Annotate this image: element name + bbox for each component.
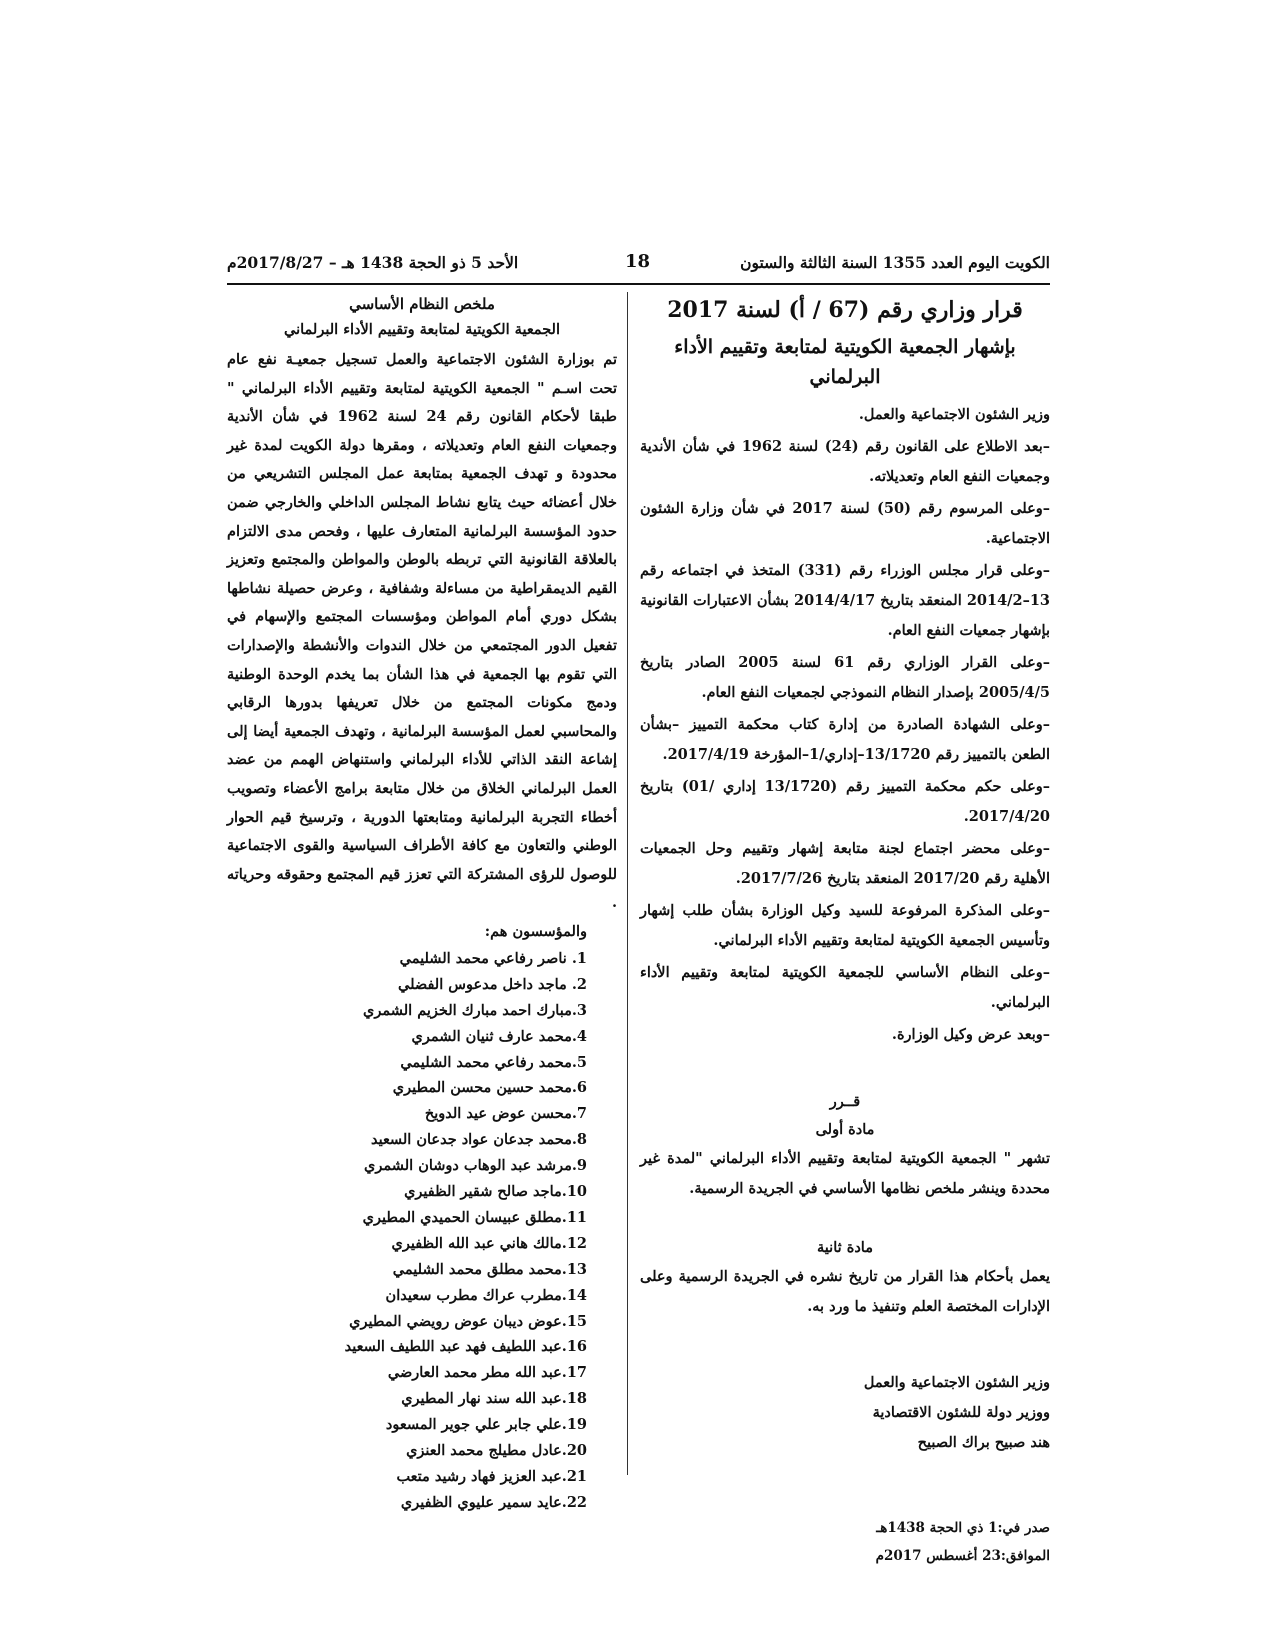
founder-item: 8.محمد جدعان عواد جدعان السعيد bbox=[370, 1131, 587, 1149]
founder-item: 7.محسن عوض عيد الدويخ bbox=[424, 1105, 587, 1123]
summary-body: تم بوزارة الشئون الاجتماعية والعمل تسجيل جمعيـة نفع عام تحت اسـم " الجمعية الكويتية لمتابعة وتقييم الأداء البرلماني " طبقا لأحكام القانون رقم 24 لسنة 1962 في شأن الأندية وجمعيات النفع العام وتعديلاته ، ومقرها دولة الكويت لمدة غير محدودة و تهدف الجمعية بمتابعة عمل المجلس التشريعي من خلال أعضائه حيث يتابع نشاط المجلس الداخلي والخارجي ضمن حدود المؤسسة البرلمانية المتعارف عليها ، وفحص مدى الالتزام بالعلاقة القانونية التي تربطه بالوطن والمواطن والمجتمع وتعزيز القيم الديمقراطية من مساءلة وشفافية ، وعرض حصيلة نشاطها بشكل دوري أمام المواطن ومؤسسات المجتمع والإسهام في تفعيل الدور المجتمعي من خلال الندوات والأنشطة والإصدارات التي تقوم بها الجمعية في هذا الشأن بما يخدم الوحدة الوطنية ودمج مكونات المجتمع من خلال تعريفها بدورها الرقابي والمحاسبي لعمل المؤسسة البرلمانية ، وتهدف الجمعية أيضا إلى إشاعة النقد الذاتي للأداء البرلماني واستنهاض الهمم من عضد العمل البرلماني الخلاق من خلال متابعة برامج الأعضاء وتصويب أخطاء التجربة البرلمانية ومتابعتها الدورية ، وترسيخ قيم الحوار الوطني والتعاون مع كافة الأطراف السياسية والقوى الاجتماعية للوصول للرؤى المشتركة التي تعزز قيم المجتمع وحقوقه وحرياته . bbox=[227, 351, 617, 912]
founder-item: 3.مبارك احمد مبارك الخزيم الشمري bbox=[363, 1001, 587, 1019]
recital: –وعلى قرار مجلس الوزراء رقم (331) المتخذ في اجتماعه رقم 13–2014/2 المنعقد بتاريخ 2014/4/17 بشأن الاعتبارات القانونية بإشهار جمعيات النفع العام. bbox=[640, 562, 1050, 639]
recital: –وبعد عرض وكيل الوزارة. bbox=[891, 1026, 1050, 1043]
column-divider bbox=[627, 292, 628, 1475]
founder-item: 16.عبد اللطيف فهد عبد اللطيف السعيد bbox=[344, 1338, 587, 1356]
issue-date-block bbox=[640, 1514, 1050, 1570]
founder-item: 9.مرشد عبد الوهاب دوشان الشمري bbox=[364, 1157, 587, 1175]
founder-item: 11.مطلق عبيسان الحميدي المطيري bbox=[362, 1208, 587, 1226]
founder-item: 13.محمد مطلق محمد الشليمي bbox=[392, 1260, 587, 1278]
founder-item: 21.عبد العزيز فهاد رشيد متعب bbox=[396, 1468, 587, 1485]
founder-item: 15.عوض ديبان عوض رويضي المطيري bbox=[349, 1312, 587, 1330]
recital: –وعلى النظام الأساسي للجمعية الكويتية لمتابعة وتقييم الأداء البرلماني. bbox=[640, 964, 1050, 1011]
decided-heading: قــرر bbox=[829, 1093, 861, 1110]
minister-line: وزير الشئون الاجتماعية والعمل. bbox=[858, 406, 1050, 423]
recital: –بعد الاطلاع على القانون رقم (24) لسنة 1962 في شأن الأندية وجمعيات النفع العام وتعديلاته. bbox=[640, 438, 1050, 485]
issued-on: صدر في:1 ذي الحجة 1438هـ bbox=[876, 1520, 1050, 1536]
recital: –وعلى المذكرة المرفوعة للسيد وكيل الوزارة بشأن طلب إشهار وتأسيس الجمعية الكويتية لمتابعة وتقييم الأداء البرلماني. bbox=[640, 902, 1050, 949]
article-1-text: تشهر " الجمعية الكويتية لمتابعة وتقييم الأداء البرلماني "لمدة غير محددة وينشر ملخص نظامها الأساسي في الجريدة الرسمية. bbox=[640, 1150, 1050, 1197]
founder-item: 5.محمد رفاعي محمد الشليمي bbox=[400, 1053, 587, 1071]
founders-list bbox=[227, 946, 617, 1516]
founder-item: 17.عبد الله مطر محمد العارضي bbox=[387, 1364, 587, 1382]
founder-item: 2. ماجد داخل مدعوس الفضلي bbox=[398, 975, 587, 993]
founder-item: 10.ماجد صالح شقير الظفيري bbox=[404, 1183, 587, 1201]
summary-subheading: الجمعية الكويتية لمتابعة وتقييم الأداء البرلماني bbox=[283, 321, 561, 338]
founder-item: 1. ناصر رفاعي محمد الشليمي bbox=[399, 949, 587, 967]
decree-column bbox=[640, 292, 1050, 1570]
recital: –وعلى القرار الوزاري رقم 61 لسنة 2005 الصادر بتاريخ 2005/4/5 بإصدار النظام النموذجي لجمعيات النفع العام. bbox=[640, 654, 1050, 701]
recital: –وعلى حكم محكمة التمييز رقم (13/1720 إداري /01) بتاريخ 2017/4/20. bbox=[640, 778, 1050, 825]
founders-label: والمؤسسون هم: bbox=[484, 922, 587, 940]
recital: –وعلى محضر اجتماع لجنة متابعة إشهار وتقييم وحل الجمعيات الأهلية رقم 2017/20 المنعقد بتاريخ 2017/7/26. bbox=[640, 840, 1050, 887]
article-1-title: مادة أولى bbox=[815, 1121, 875, 1138]
recitals bbox=[640, 432, 1050, 1050]
issue-info: الكويت اليوم العدد 1355 السنة الثالثة والستون bbox=[740, 253, 1050, 272]
header-rule bbox=[227, 283, 1050, 285]
founder-item: 22.عايد سمير عليوي الظفيري bbox=[400, 1493, 587, 1511]
founder-item: 19.علي جابر علي جوير المسعود bbox=[385, 1416, 587, 1434]
founder-item: 14.مطرب عراك مطرب سعيدان bbox=[385, 1286, 587, 1304]
decree-title: قرار وزاري رقم (67 / أ) لسنة 2017 bbox=[667, 297, 1023, 323]
founder-item: 20.عادل مطيلج محمد العنزي bbox=[406, 1442, 587, 1460]
signatory-name: هند صبيح براك الصبيح bbox=[917, 1434, 1050, 1451]
recital: –وعلى الشهادة الصادرة من إدارة كتاب محكمة التمييز –بشأن الطعن بالتمييز رقم 13/1720–إداري/1–المؤرخة 2017/4/19. bbox=[640, 716, 1050, 763]
issue-date: الأحد 5 ذو الحجة 1438 هـ – 2017/8/27م bbox=[227, 253, 519, 272]
founder-item: 6.محمد حسين محسن المطيري bbox=[392, 1079, 587, 1097]
founder-item: 4.محمد عارف ثنيان الشمري bbox=[411, 1027, 587, 1045]
signatory-title-2: ووزير دولة للشئون الاقتصادية bbox=[872, 1404, 1050, 1421]
signatory-title: وزير الشئون الاجتماعية والعمل bbox=[863, 1374, 1050, 1391]
article-2-title: مادة ثانية bbox=[817, 1239, 873, 1256]
summary-column bbox=[227, 292, 617, 1516]
signature-block bbox=[860, 1368, 1050, 1458]
decree-subtitle: بإشهار الجمعية الكويتية لمتابعة وتقييم الأداء البرلماني bbox=[674, 336, 1016, 388]
article-2-text: يعمل بأحكام هذا القرار من تاريخ نشره في الجريدة الرسمية وعلى الإدارات المختصة العلم وتنفيذ ما ورد به. bbox=[640, 1268, 1050, 1315]
page-number: 18 bbox=[625, 251, 651, 272]
summary-heading: ملخص النظام الأساسي bbox=[349, 295, 495, 313]
founder-item: 12.مالك هاني عبد الله الظفيري bbox=[391, 1234, 587, 1252]
page-header bbox=[227, 253, 1050, 279]
corresponding-date: الموافق:23 أغسطس 2017م bbox=[875, 1548, 1050, 1564]
recital: –وعلى المرسوم رقم (50) لسنة 2017 في شأن وزارة الشئون الاجتماعية. bbox=[640, 500, 1050, 547]
founder-item: 18.عبد الله سند نهار المطيري bbox=[401, 1390, 587, 1408]
